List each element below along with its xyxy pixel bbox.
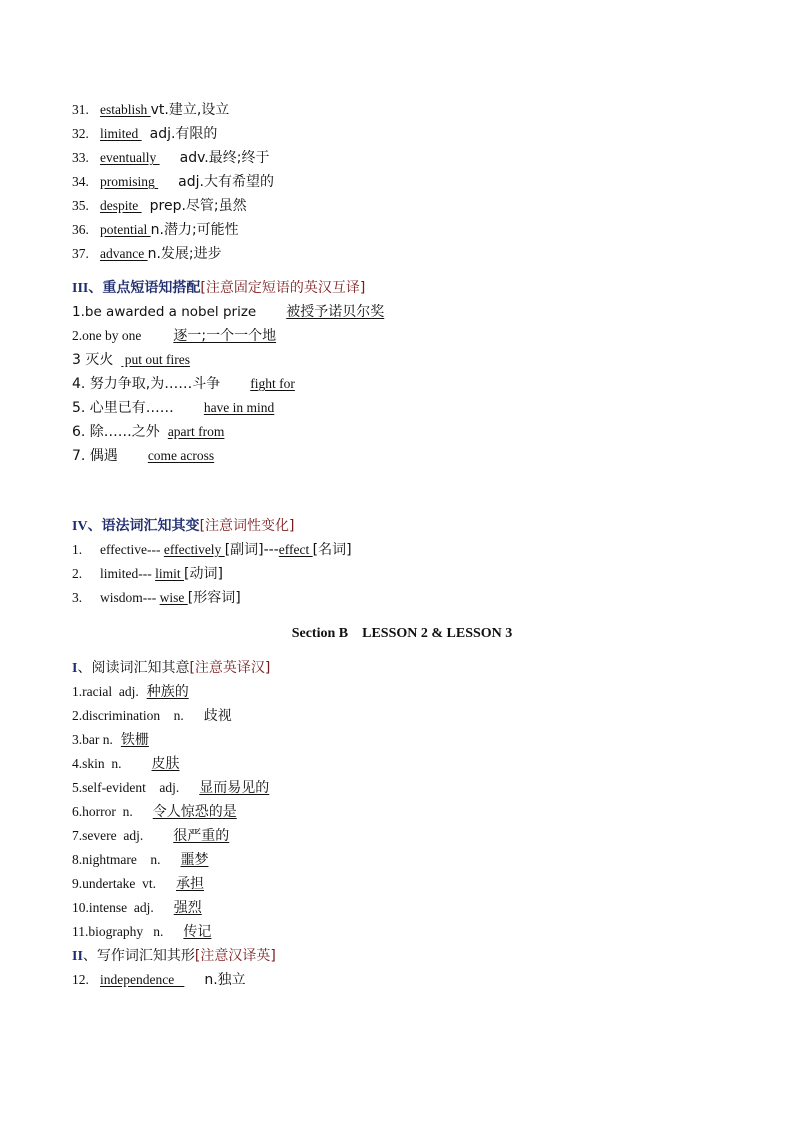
vocab-definition: adj.大有希望的 — [178, 174, 274, 190]
vocab-item — [72, 146, 732, 170]
phrase-prompt: 7. 偶遇 — [72, 448, 118, 464]
vocab-prompt: 6.horror n. — [72, 804, 133, 819]
reading-vocab-item — [72, 680, 732, 704]
vocab-answer: 歧视 — [203, 708, 232, 724]
vocab-definition: vt.建立,设立 — [150, 102, 230, 118]
vocab-answer: promising — [100, 174, 159, 189]
reading-vocab-item — [72, 848, 732, 872]
reading-vocab-item — [72, 920, 732, 944]
item-number: 12. — [72, 972, 89, 987]
phrase-answer: 逐一;一个一个地 — [173, 328, 277, 344]
phrase-answer: have in mind — [203, 400, 275, 415]
vocab-answer: 铁栅 — [120, 732, 149, 748]
phrase-prompt: 6. 除……之外 — [72, 424, 160, 440]
reading-vocab-item — [72, 872, 732, 896]
vocab-answer: establish — [100, 102, 151, 117]
section-hint: [注意汉译英] — [194, 948, 276, 964]
reading-vocab-item — [72, 800, 732, 824]
vocab-answer: independence — [100, 972, 185, 987]
vocab-answer: eventually — [100, 150, 160, 165]
section-heading-phrases — [72, 276, 732, 300]
phrase-item — [72, 300, 732, 324]
phrase-item — [72, 372, 732, 396]
vocab-prompt: 5.self-evident adj. — [72, 780, 180, 795]
section-roman-numeral: II — [72, 949, 83, 964]
vocab-definition: prep.尽管;虽然 — [149, 198, 247, 214]
vocab-answer: limited — [100, 126, 142, 141]
phrase-item — [72, 396, 732, 420]
item-number: 34. — [72, 174, 89, 189]
section-heading-reading-vocab — [72, 656, 732, 680]
word-base: effective--- — [100, 542, 164, 557]
vocab-item — [72, 242, 732, 266]
item-number: 37. — [72, 246, 89, 261]
vocab-item — [72, 122, 732, 146]
vocab-definition: adj.有限的 — [149, 126, 218, 142]
section-title: 、阅读词汇知其意 — [77, 660, 190, 676]
vocab-list-31-37 — [72, 98, 732, 266]
vocab-definition: n.发展;进步 — [147, 246, 222, 262]
phrase-answer: fight for — [250, 376, 295, 391]
section-roman-numeral: IV — [72, 519, 88, 534]
item-number: 32. — [72, 126, 89, 141]
word-form-item — [72, 586, 732, 610]
vocab-item — [72, 170, 732, 194]
vocab-answer: 承担 — [175, 876, 204, 892]
vocab-answer: 传记 — [183, 924, 212, 940]
section-heading-grammar — [72, 514, 732, 538]
phrase-answer: come across — [147, 448, 215, 463]
vocab-definition: n.独立 — [204, 972, 246, 988]
vocab-answer: 皮肤 — [151, 756, 180, 772]
item-number: 36. — [72, 222, 89, 237]
vocab-answer: advance — [100, 246, 148, 261]
word-base: limited--- — [100, 566, 156, 581]
item-number: 33. — [72, 150, 89, 165]
item-number: 1. — [72, 542, 83, 557]
vocab-prompt: 8.nightmare n. — [72, 852, 161, 867]
reading-vocab-item — [72, 752, 732, 776]
section-title: 、语法词汇知其变 — [87, 518, 200, 534]
section-title: 、重点短语知搭配 — [88, 280, 201, 296]
vocab-answer: 种族的 — [146, 684, 189, 700]
reading-vocab-item — [72, 776, 732, 800]
word-form-note: [名词] — [312, 542, 352, 558]
section-heading-writing-vocab — [72, 944, 732, 968]
item-number: 31. — [72, 102, 89, 117]
word-form-answer: wise — [159, 590, 188, 605]
vocab-definition: n.潜力;可能性 — [150, 222, 239, 238]
worksheet-page — [72, 98, 732, 992]
phrase-list — [72, 300, 732, 468]
vocab-prompt: 9.undertake vt. — [72, 876, 156, 891]
reading-vocab-item — [72, 704, 732, 728]
writing-vocab-list — [72, 968, 732, 992]
word-form-answer: limit — [155, 566, 184, 581]
phrase-item — [72, 444, 732, 468]
reading-vocab-item — [72, 728, 732, 752]
word-base: wisdom--- — [100, 590, 160, 605]
reading-vocab-item — [72, 824, 732, 848]
vocab-answer: 显而易见的 — [199, 780, 270, 796]
phrase-prompt: 4. 努力争取,为……斗争 — [72, 376, 221, 392]
item-number: 2. — [72, 566, 83, 581]
reading-vocab-item — [72, 896, 732, 920]
word-form-item — [72, 562, 732, 586]
section-roman-numeral: I — [72, 661, 78, 676]
phrase-answer: 被授予诺贝尔奖 — [286, 304, 385, 320]
section-roman-numeral: III — [72, 281, 89, 296]
word-form-note: [形容词] — [187, 590, 241, 606]
phrase-prompt: 5. 心里已有…… — [72, 400, 174, 416]
vocab-item — [72, 218, 732, 242]
phrase-item — [72, 348, 732, 372]
word-form-note: [副词]--- — [224, 542, 279, 558]
vocab-answer: potential — [100, 222, 151, 237]
section-hint: [注意英译汉] — [189, 660, 271, 676]
vocab-prompt: 2.discrimination n. — [72, 708, 184, 723]
item-number: 35. — [72, 198, 89, 213]
vocab-answer: 强烈 — [173, 900, 202, 916]
section-title: 、写作词汇知其形 — [82, 948, 195, 964]
vocab-prompt: 3.bar n. — [72, 732, 113, 747]
item-number: 3. — [72, 590, 83, 605]
word-form-note: [动词] — [184, 566, 223, 582]
word-form-answer: effectively — [163, 542, 225, 557]
section-hint: [注意词性变化] — [199, 518, 295, 534]
phrase-item — [72, 324, 732, 348]
phrase-answer: apart from — [167, 424, 225, 439]
vocab-item — [72, 98, 732, 122]
phrase-prompt: 1.be awarded a nobel prize — [72, 304, 257, 320]
writing-vocab-item — [72, 968, 732, 992]
vocab-prompt: 10.intense adj. — [72, 900, 154, 915]
vocab-prompt: 4.skin n. — [72, 756, 122, 771]
vocab-definition: adv.最终;终于 — [179, 150, 270, 166]
reading-vocab-list — [72, 680, 732, 944]
word-form-list — [72, 538, 732, 610]
vocab-answer: 很严重的 — [173, 828, 230, 844]
word-form-item — [72, 538, 732, 562]
word-form-answer: effect — [278, 542, 313, 557]
vocab-answer: despite — [100, 198, 142, 213]
vocab-prompt: 7.severe adj. — [72, 828, 144, 843]
vocab-answer: 噩梦 — [180, 852, 209, 868]
phrase-item — [72, 420, 732, 444]
vocab-item — [72, 194, 732, 218]
section-hint: [注意固定短语的英汉互译] — [200, 280, 366, 296]
vocab-prompt: 1.racial adj. — [72, 684, 139, 699]
phrase-answer: put out fires — [121, 352, 190, 367]
vocab-prompt: 11.biography n. — [72, 924, 164, 939]
vocab-answer: 令人惊恐的是 — [152, 804, 237, 820]
phrase-prompt: 3 灭火 — [72, 352, 114, 368]
phrase-prompt: 2.one by one — [72, 328, 142, 343]
section-b-title: Section B LESSON 2 & LESSON 3 — [291, 626, 513, 641]
